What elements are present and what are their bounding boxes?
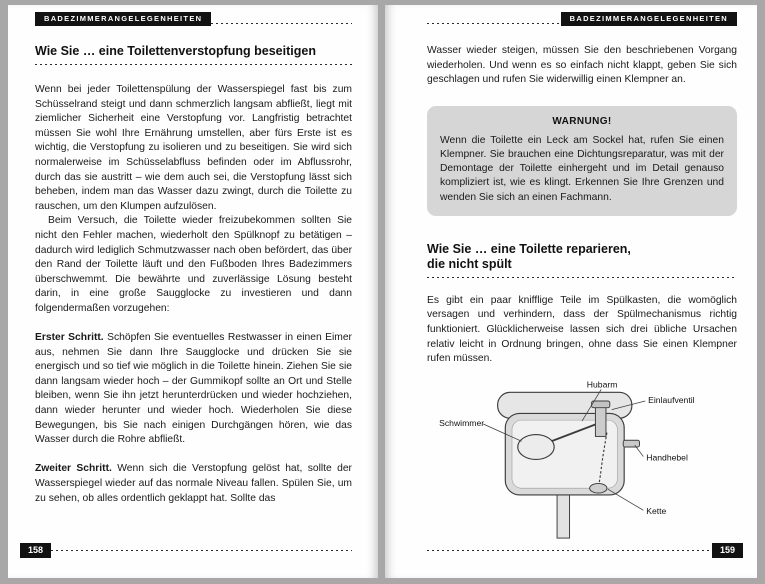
footer-right [427,543,743,558]
running-head-rule-right [427,23,561,24]
running-head-right [427,12,737,26]
diagram-label-handhebel: Handhebel [646,452,688,463]
paragraph-step-2 [35,462,352,506]
paragraph-1: Wenn bei jeder Toilettenspülung der Wasserspiegel fast bis zum Schüsselrand steigt und dann schmerzlich langsam abfließt, liegt mit ziemlicher Sicherheit eine Verstopfung vor. Langfristig betrachtet müssen Sie wohl Ihre Ernährung umstellen, aber fürs Erste ist es wichtig, die Verstopfung zu isolieren und zu beseitigen. Sie wird sich normalerweise im Schüsselabfluss befinden oder im Abflussrohr, durch das sie austritt – wie dem auch sei, die Verstopfung lässt sich beheben, indem man das Wasser dazu zwingt, durch die Toilette zu rauschen, um den Klumpen aufzulösen. [35,84,352,212]
running-head-left [35,12,352,26]
paragraph-continuation: Wasser wieder steigen, müssen Sie den beschriebenen Vorgang wiederholen. Und wenn es so einfach nicht klappt, geben Sie sich geschlagen und rufen Sie widerwillig einen Klempner an. [427,45,737,86]
body-text-left [35,83,352,506]
diagram-leader-kette [608,489,643,510]
page-right-content [385,5,757,578]
toilet-tank-diagram [427,377,737,540]
step-1-text: Schöpfen Sie eventuelles Restwasser in einen Eimer aus, nehmen Sie dann Ihre Saugglocke und drücken Sie sie energisch und so tief wie möglich in die Toilette hinein. Ziehen Sie sie dann langsam wieder hoch – der Gummikopf sollte an Ort und Stelle bleiben, wenn Sie ihn jetzt herunterdrücken und wieder hochziehen, dann wieder herunter und wieder hoch. Wiederholen Sie diese Bewegungen, bis Sie nach einigen Durchgängen hören, wie das Wasser durch die Rohre abfließt. [35,332,352,446]
paragraph-2: Beim Versuch, die Toilette wieder freizubekommen sollten Sie nicht den Fehler machen, wiederholt den Spülknopf zu betätigen – dadurch wird lediglich Schmutzwasser nach oben befördert, das über den Rand der Toilette läuft und den Fußboden Ihres Badezimmers überschwemmt. Die bewährte und zuverlässige Lösung besteht darin, in eine große Saugglocke zu investieren und dann folgendermaßen vorzugehen: [35,215,352,314]
step-2-text: Wenn sich die Verstopfung gelöst hat, sollte der Wasserspiegel wieder auf das normale Niveau fallen. Spülen Sie, um zu sehen, ob alles ordentlich geklappt hat. Sollte das [35,463,352,504]
step-1-label: Erster Schritt. [35,332,104,344]
diagram-base-pipe [557,494,569,538]
diagram-label-einlaufventil: Einlaufventil [648,394,695,405]
paragraph-step-1 [35,331,352,448]
running-head-bar-right: BADEZIMMERANGELEGENHEITEN [561,12,737,26]
paragraph-intro: Es gibt ein paar knifflige Teile im Spülkasten, die womöglich versagen und verhindern, dass der Spülmechanismus richtig funktioniert. Glücklicherweise lassen sich drei übliche Ursachen relativ leicht in Ordnung bringen, ohne dass Sie einen Klempner rufen müssen. [427,294,737,365]
footer-rule-left [51,550,352,551]
diagram-label-hubarm: Hubarm [586,379,618,390]
step-2-label: Zweiter Schritt. [35,463,112,475]
diagram-flush-handle [623,440,639,447]
heading-rule-left [35,64,352,65]
page-right [385,5,757,578]
diagram-container [427,377,737,540]
diagram-label-kette: Kette [646,505,667,516]
diagram-inlet-valve-cap [592,401,610,408]
footer-left [20,543,352,558]
diagram-label-schwimmer: Schwimmer [439,417,485,428]
page-left [8,5,378,578]
continuation-text [427,44,737,88]
page-number-right: 159 [712,543,743,558]
diagram-float-ball [518,434,554,459]
warning-box [427,106,737,216]
heading-right-line-2: die nicht spült [427,256,512,271]
footer-rule-right [427,550,712,551]
diagram-flapper [590,483,607,493]
heading-right-line-1: Wie Sie … eine Toilette reparieren, [427,241,631,256]
warning-text: Wenn die Toilette ein Leck am Sockel hat, rufen Sie einen Klempner. Sie brauchen eine Dichtungsreparatur, was mit der Demontage der Toilette einhergeht und im Detail genauso kompliziert ist, wie es klingt. Erkennen Sie Ihre Grenzen und wenden Sie sich an einen Fachmann. [440,134,724,203]
chapter-heading-left: Wie Sie … eine Toilettenverstopfung beseitigen [35,44,316,58]
intro-text-right [427,294,737,367]
diagram-inlet-valve [595,406,606,437]
warning-title: WARNUNG! [552,115,612,127]
running-head-rule [211,23,352,24]
chapter-heading-right [427,242,737,272]
heading-rule-right [427,277,737,278]
running-head-bar: BADEZIMMERANGELEGENHEITEN [35,12,211,26]
page-left-content [8,5,378,578]
page-number-left: 158 [20,543,51,558]
